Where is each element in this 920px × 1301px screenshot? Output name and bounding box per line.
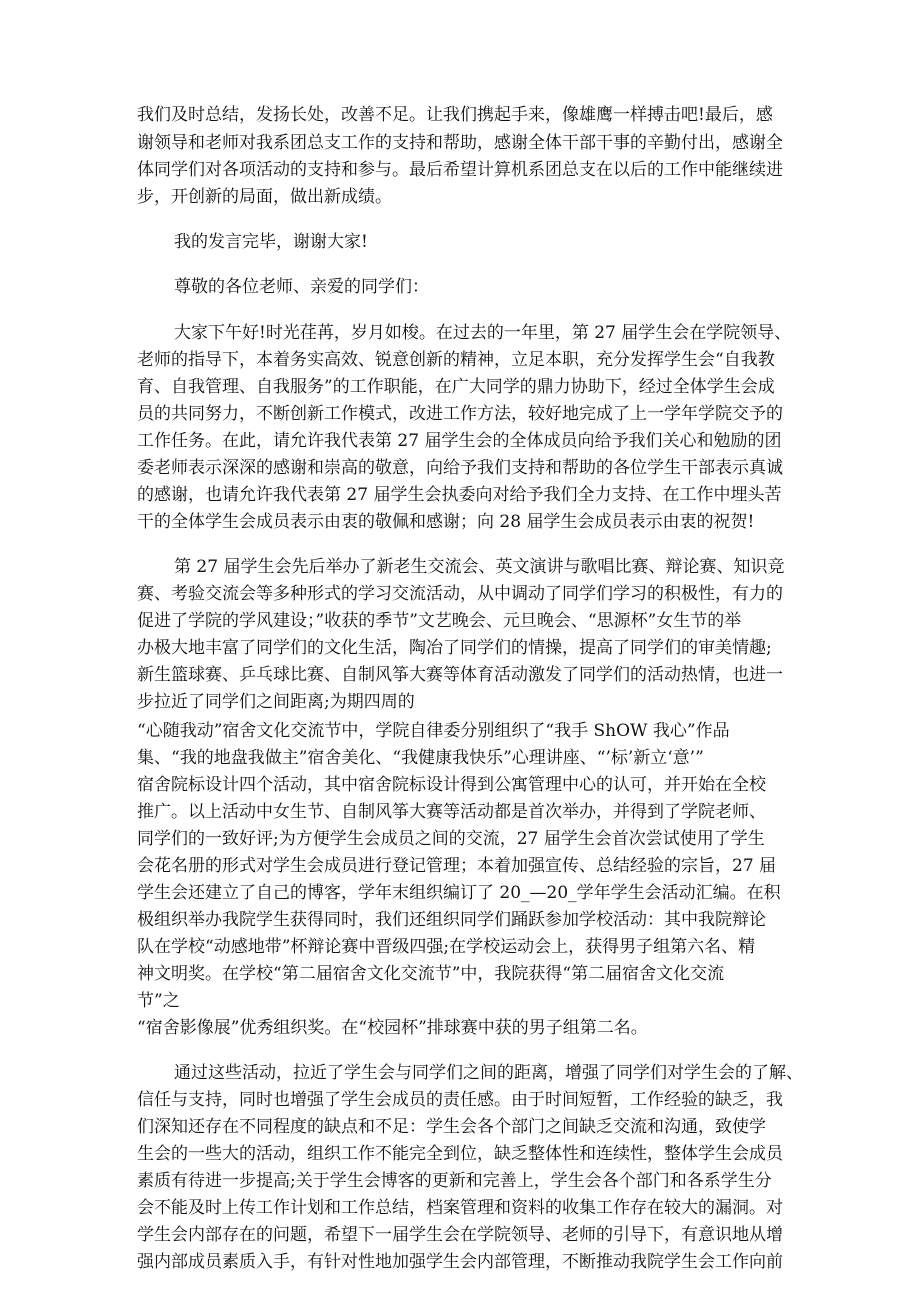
text-line: 队在学校“动感地带”杯辩论赛中晋级四强;在学校运动会上，获得男子组第六名、精 <box>137 937 756 957</box>
text-line: 新生篮球赛、乒乓球比赛、自制风筝大赛等体育活动激发了同学们的活动热情，也进一 <box>137 665 783 685</box>
text-line: 学生会内部存在的问题，希望下一届学生会在学院领导、老师的引导下，有意识地从增 <box>137 1225 783 1245</box>
text-line: 会不能及时上传工作计划和工作总结，档案管理和资料的收集工作存在较大的漏洞。对 <box>137 1198 783 1218</box>
text-line: 促进了学院的学风建设；”收获的季节”文艺晚会、元旦晚会、“思源杯”女生节的举 <box>137 611 742 631</box>
text-line: 素质有待进一步提高;关于学生会博客的更新和完善上，学生会各个部门和各系学生分 <box>137 1171 772 1191</box>
text-line: 同学们的一致好评;为方便学生会成员之间的交流，27 届学生会首次尝试使用了学生 <box>137 829 765 849</box>
text-line: 工作任务。在此，请允许我代表第 27 届学生会的全体成员向给予我们关心和勉励的团 <box>137 431 782 451</box>
text-line: 强内部成员素质入手，有针对性地加强学生会内部管理，不断推动我院学生会工作向前 <box>137 1252 783 1272</box>
text-line: 尊敬的各位老师、亲爱的同学们： <box>174 277 429 297</box>
text-line: 我们及时总结，发扬长处，改善不足。让我们携起手来，像雄鹰一样搏击吧!最后，感 <box>137 105 773 125</box>
text-line: “心随我动”宿舍文化交流节中，学院自律委分别组织了“我手 ShOW 我心”作品 <box>137 721 730 741</box>
text-line: 会花名册的形式对学生会成员进行登记管理；本着加强宣传、总结经验的宗旨，27 届 <box>137 856 777 876</box>
text-line: 们深知还存在不同程度的缺点和不足：学生会各个部门之间缺乏交流和沟通，致使学 <box>137 1117 766 1137</box>
text-line: “宿舍影像展”优秀组织奖。在“校园杯”排球赛中获的男子组第二名。 <box>137 1018 648 1038</box>
text-line: 的感谢，也请允许我代表第 27 届学生会执委向对给予我们全力支持、在工作中埋头苦 <box>137 485 782 505</box>
text-line: 学生会还建立了自己的博客，学年末组织编订了 20_—20_学年学生会活动汇编。在积 <box>137 883 781 903</box>
text-line: 集、“我的地盘我做主”宿舍美化、“我健康我快乐”心理讲座、“’标’新立‘意’” <box>137 748 704 768</box>
text-line: 老师的指导下，本着务实高效、锐意创新的精神，立足本职，充分发挥学生会“自我教 <box>137 350 775 370</box>
text-line: 干的全体学生会成员表示由衷的敬佩和感谢；向 28 届学生会成员表示由衷的祝贺! <box>137 512 755 532</box>
text-line: 节”之 <box>137 991 180 1011</box>
text-line: 大家下午好!时光荏苒，岁月如梭。在过去的一年里，第 27 届学生会在学院领导、 <box>174 323 792 343</box>
text-line: 步，开创新的局面，做出新成绩。 <box>137 187 392 207</box>
text-line: 办极大地丰富了同学们的文化生活，陶冶了同学们的情操，提高了同学们的审美情趣; <box>137 638 772 658</box>
text-line: 信任与支持，同时也增强了学生会成员的责任感。由于时间短暂，工作经验的缺乏，我 <box>137 1090 783 1110</box>
text-line: 通过这些活动，拉近了学生会与同学们之间的距离，增强了同学们对学生会的了解、 <box>174 1063 803 1083</box>
text-line: 我的发言完毕，谢谢大家! <box>174 232 368 252</box>
text-line: 生会的一些大的活动，组织工作不能完全到位，缺乏整体性和连续性，整体学生会成员 <box>137 1144 783 1164</box>
text-line: 推广。以上活动中女生节、自制风筝大赛等活动都是首次举办，并得到了学院老师、 <box>137 802 766 822</box>
text-line: 委老师表示深深的感谢和崇高的敬意，向给予我们支持和帮助的各位学生干部表示真诚 <box>137 458 783 478</box>
text-line: 体同学们对各项活动的支持和参与。最后希望计算机系团总支在以后的工作中能继续进 <box>137 160 783 180</box>
text-line: 神文明奖。在学校“第二届宿舍文化交流节”中，我院获得“第二届宿舍文化交流 <box>137 964 725 984</box>
text-line: 步拉近了同学们之间距离;为期四周的 <box>137 692 415 712</box>
text-line: 谢领导和老师对我系团总支工作的支持和帮助，感谢全体干部干事的辛勤付出，感谢全 <box>137 133 783 153</box>
text-line: 宿舍院标设计四个活动，其中宿舍院标设计得到公寓管理中心的认可，并开始在全校 <box>137 775 766 795</box>
text-line: 极组织举办我院学生获得同时，我们还组织同学们踊跃参加学校活动：其中我院辩论 <box>137 910 766 930</box>
text-line: 赛、考验交流会等多种形式的学习交流活动，从中调动了同学们学习的积极性，有力的 <box>137 584 783 604</box>
text-line: 员的共同努力，不断创新工作模式，改进工作方法，较好地完成了上一学年学院交予的 <box>137 404 783 424</box>
text-line: 育、自我管理、自我服务”的工作职能，在广大同学的鼎力协助下，经过全体学生会成 <box>137 377 775 397</box>
text-line: 第 27 届学生会先后举办了新老生交流会、英文演讲与歌唱比赛、辩论赛、知识竞 <box>174 557 785 577</box>
